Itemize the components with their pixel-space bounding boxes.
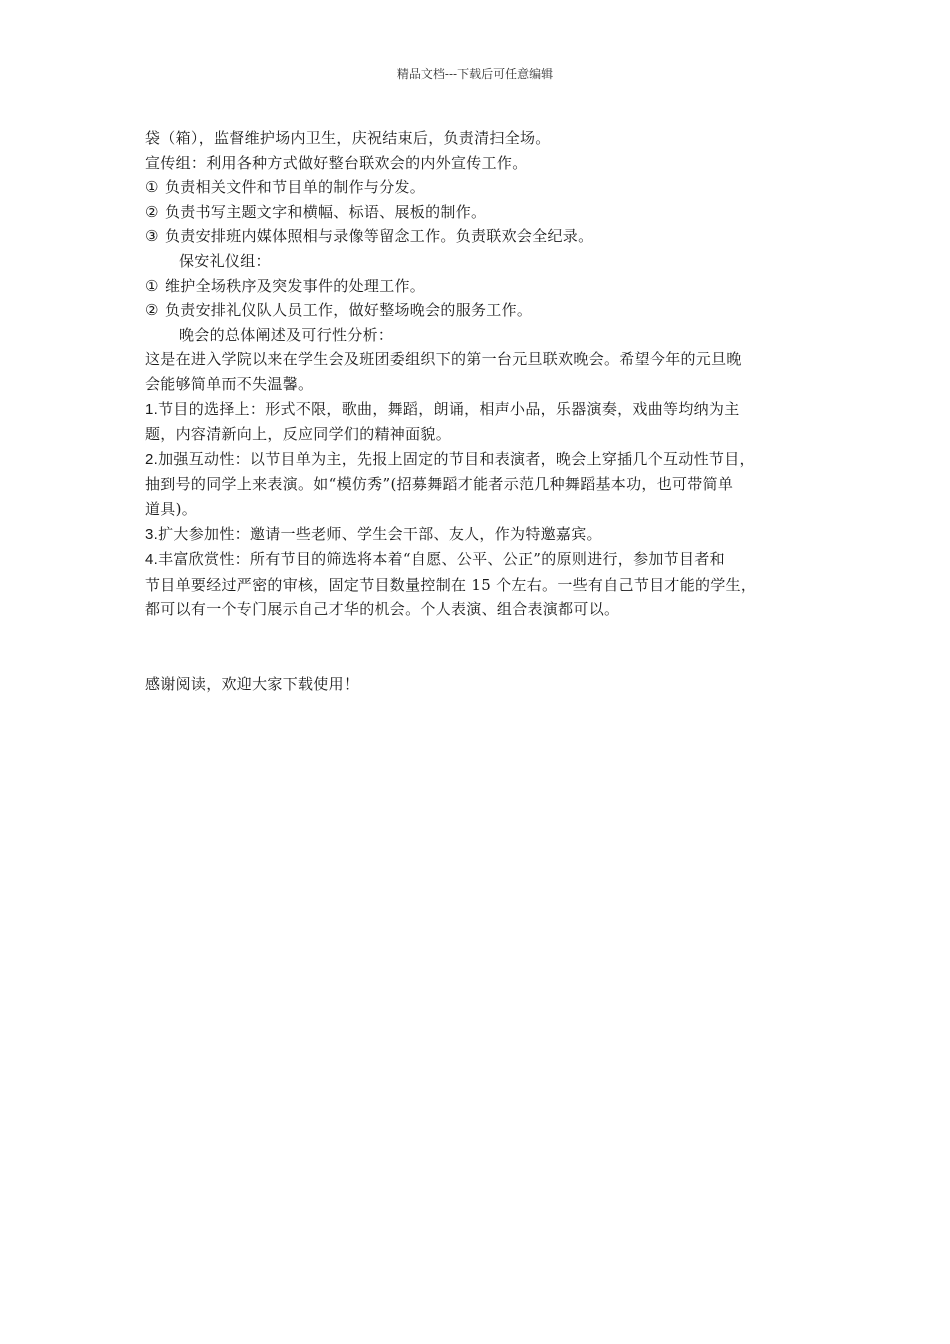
paragraph-line: 袋（箱），监督维护场内卫生，庆祝结束后，负责清扫全场。 [145,129,551,147]
point-continuation: 题，内容清新向上，反应同学们的精神面貌。 [145,425,452,444]
list-item [145,200,825,225]
point-text: 加强互动性：以节目单为主，先报上固定的节目和表演者，晚会上穿插几个互动性节目， [158,449,755,468]
list-item-text: 负责安排礼仪队人员工作，做好整场晚会的服务工作。 [165,301,533,320]
numbered-point [145,397,825,423]
point-text: 丰富欣赏性：所有节目的筛选将本着“自愿、公平、公正”的原则进行，参加节目者和 [158,550,725,569]
list-item-text: 负责书写主题文字和横幅、标语、展板的制作。 [165,202,487,221]
list-item [145,175,825,200]
numbered-point [145,522,825,548]
point-number: 4. [145,551,159,569]
security-group-heading: 保安礼仪组： [179,251,271,270]
point-continuation: 都可以有一个专门展示自己才华的机会。个人表演、组合表演都可以。 [145,600,620,619]
point-number: 2. [145,450,159,468]
point-text: 扩大参加性：邀请一些老师、学生会干部、友人，作为特邀嘉宾。 [158,524,602,543]
closing-text: 感谢阅读，欢迎大家下载使用！ [145,674,360,693]
list-marker: ① [145,276,159,295]
propaganda-group-heading: 宣传组：利用各种方式做好整台联欢会的内外宣传工作。 [145,153,528,172]
point-continuation: 抽到号的同学上来表演。如“模仿秀”(招募舞蹈才能者示范几种舞蹈基本功，也可带简单 [145,475,734,494]
point-continuation: 道具)。 [145,499,198,518]
list-marker: ② [145,202,159,221]
list-marker: ② [145,301,159,320]
paragraph-line: 这是在进入学院以来在学生会及班团委组织下的第一台元旦联欢晚会。希望今年的元旦晚 [145,350,742,369]
paragraph-line: 会能够简单而不失温馨。 [145,374,314,393]
document-body [145,126,825,696]
list-item [145,274,825,299]
list-item-text: 负责安排班内媒体照相与录像等留念工作。负责联欢会全纪录。 [165,227,594,246]
list-marker: ③ [145,227,159,246]
point-number: 3. [145,525,159,543]
list-item-text: 负责相关文件和节目单的制作与分发。 [165,178,426,197]
analysis-heading: 晚会的总体阐述及可行性分析： [179,325,394,344]
page-header: 精品文档---下载后可任意编辑 [396,67,554,81]
numbered-point [145,447,825,473]
spacer [145,622,825,672]
point-number: 1. [145,400,159,418]
list-marker: ① [145,178,159,197]
list-item-text: 维护全场秩序及突发事件的处理工作。 [165,276,426,295]
numbered-point [145,547,825,573]
point-text: 节目的选择上：形式不限，歌曲，舞蹈，朗诵，相声小品，乐器演奏，戏曲等均纳为主 [158,399,740,418]
point-continuation: 节目单要经过严密的审核，固定节目数量控制在 15 个左右。一些有自己节目才能的学生， [145,575,757,594]
list-item [145,224,825,249]
list-item [145,298,825,323]
